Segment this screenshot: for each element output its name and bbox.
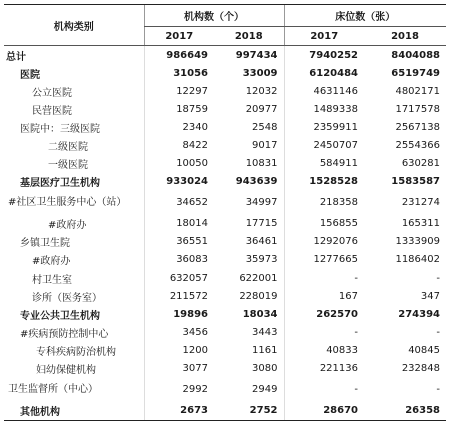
cell: 36461 — [245, 236, 278, 248]
year-header: 2017 — [144, 27, 214, 46]
cell: 211572 — [144, 287, 214, 305]
row-label: #政府办 — [48, 220, 87, 232]
cell: 1717578 — [395, 103, 440, 115]
row-label: 卫生监督所（中心） — [8, 383, 98, 395]
cell: 1528528 — [284, 173, 364, 191]
cell: 231274 — [401, 197, 440, 209]
cell: 34997 — [245, 197, 278, 209]
row-label: 妇幼保健机构 — [36, 365, 96, 377]
row-label: 医院 — [20, 69, 40, 81]
cell: 933024 — [144, 173, 214, 191]
cell: 165311 — [401, 218, 440, 230]
cell: 2567138 — [395, 121, 440, 133]
cell: 2992 — [144, 378, 214, 402]
table-row — [4, 191, 446, 215]
cell: 18014 — [144, 215, 214, 233]
cell: 40833 — [284, 341, 364, 359]
cell: - — [284, 323, 364, 341]
cell: 2548 — [252, 121, 278, 133]
cell: 3080 — [252, 363, 278, 375]
cell: 1583587 — [391, 176, 440, 188]
cell: 18759 — [144, 100, 214, 118]
cell: 20977 — [245, 103, 278, 115]
cell: - — [436, 272, 440, 284]
row-label: #政府办 — [32, 256, 71, 268]
table-row — [4, 118, 446, 136]
row-label: 其他机构 — [4, 402, 144, 421]
medical-institutions-table — [4, 4, 446, 421]
cell: 6519749 — [391, 67, 440, 79]
cell: 10050 — [144, 155, 214, 173]
cell: 31056 — [144, 64, 214, 82]
cell: 36551 — [144, 233, 214, 251]
table-row — [4, 155, 446, 173]
cell: 3443 — [252, 326, 278, 338]
row-label: 乡镇卫生院 — [20, 238, 70, 250]
cell: 228019 — [239, 290, 278, 302]
cell: 2450707 — [284, 136, 364, 154]
cell: 12032 — [245, 85, 278, 97]
cell: 221136 — [284, 360, 364, 378]
table-row — [4, 378, 446, 402]
cell: 1186402 — [395, 254, 440, 266]
cell: 1200 — [144, 341, 214, 359]
cell: 35973 — [245, 254, 278, 266]
table-row — [4, 82, 446, 100]
table-row — [4, 251, 446, 269]
table-row — [4, 215, 446, 233]
table-row — [4, 173, 446, 191]
cell: 2554366 — [395, 140, 440, 152]
cell: 33009 — [242, 67, 278, 79]
cell: - — [436, 384, 440, 396]
header-row-1 — [4, 5, 446, 27]
cell: 8404088 — [391, 49, 440, 61]
cell: 4802171 — [395, 85, 440, 97]
row-label: 民营医院 — [32, 105, 72, 117]
cell: 4631146 — [284, 82, 364, 100]
row-label: 村卫生室 — [32, 274, 72, 286]
cell: 26358 — [364, 402, 446, 421]
institutions-header: 机构数（个） — [144, 5, 284, 27]
cell: 40845 — [408, 344, 440, 356]
cell: 2673 — [144, 402, 214, 421]
cell: 2340 — [144, 118, 214, 136]
cell: 1292076 — [284, 233, 364, 251]
row-label: 一级医院 — [48, 160, 88, 172]
table-row — [4, 305, 446, 323]
cell: - — [284, 378, 364, 402]
year-header: 2018 — [214, 27, 284, 46]
cell: 10831 — [245, 158, 278, 170]
table-row — [4, 100, 446, 118]
cell: 9017 — [252, 140, 278, 152]
cell: 347 — [420, 290, 440, 302]
row-label: #疾病预防控制中心 — [20, 328, 109, 340]
cell: 17715 — [245, 218, 278, 230]
cell: - — [436, 326, 440, 338]
cell: 28670 — [284, 402, 364, 421]
category-header: 机构类别 — [4, 5, 144, 46]
row-label: 基层医疗卫生机构 — [20, 178, 100, 190]
cell: 218358 — [284, 191, 364, 215]
cell: 622001 — [239, 272, 278, 284]
cell: 12297 — [144, 82, 214, 100]
cell: 8422 — [144, 136, 214, 154]
cell: 1161 — [252, 344, 278, 356]
table-row — [4, 402, 446, 421]
beds-header: 床位数（张） — [284, 5, 446, 27]
year-header: 2018 — [364, 27, 446, 46]
table-row — [4, 323, 446, 341]
cell: 584911 — [284, 155, 364, 173]
table-row — [4, 233, 446, 251]
table-row — [4, 287, 446, 305]
cell: - — [284, 269, 364, 287]
row-label: 二级医院 — [48, 142, 88, 154]
row-label: 专科疾病防治机构 — [36, 346, 116, 358]
table-row — [4, 269, 446, 287]
cell: 156855 — [284, 215, 364, 233]
cell: 36083 — [144, 251, 214, 269]
row-label: 医院中：三级医院 — [20, 123, 100, 135]
row-label: 诊所（医务室） — [32, 292, 102, 304]
cell: 274394 — [398, 308, 440, 320]
cell: 262570 — [284, 305, 364, 323]
cell: 943639 — [235, 176, 278, 188]
cell: 2949 — [252, 384, 278, 396]
table-row — [4, 360, 446, 378]
table-row — [4, 341, 446, 359]
table-row — [4, 46, 446, 65]
cell: 986649 — [144, 46, 214, 65]
cell: 18034 — [242, 308, 278, 320]
cell: 1277665 — [284, 251, 364, 269]
cell: 3077 — [144, 360, 214, 378]
cell: 632057 — [144, 269, 214, 287]
row-label: 专业公共卫生机构 — [20, 310, 100, 322]
cell: 232848 — [401, 363, 440, 375]
cell: 7940252 — [284, 46, 364, 65]
cell: 19896 — [144, 305, 214, 323]
cell: 997434 — [235, 49, 278, 61]
cell: 34652 — [144, 191, 214, 215]
cell: 1489338 — [284, 100, 364, 118]
table-row — [4, 136, 446, 154]
cell: 167 — [284, 287, 364, 305]
cell: 2359911 — [284, 118, 364, 136]
table-row — [4, 64, 446, 82]
row-label: 公立医院 — [32, 87, 72, 99]
row-label: #社区卫生服务中心（站） — [8, 196, 127, 208]
year-header: 2017 — [284, 27, 364, 46]
cell: 1333909 — [395, 236, 440, 248]
cell: 6120484 — [284, 64, 364, 82]
cell: 2752 — [214, 402, 284, 421]
cell: 3456 — [144, 323, 214, 341]
cell: 630281 — [401, 158, 440, 170]
row-label: 总计 — [6, 51, 26, 63]
